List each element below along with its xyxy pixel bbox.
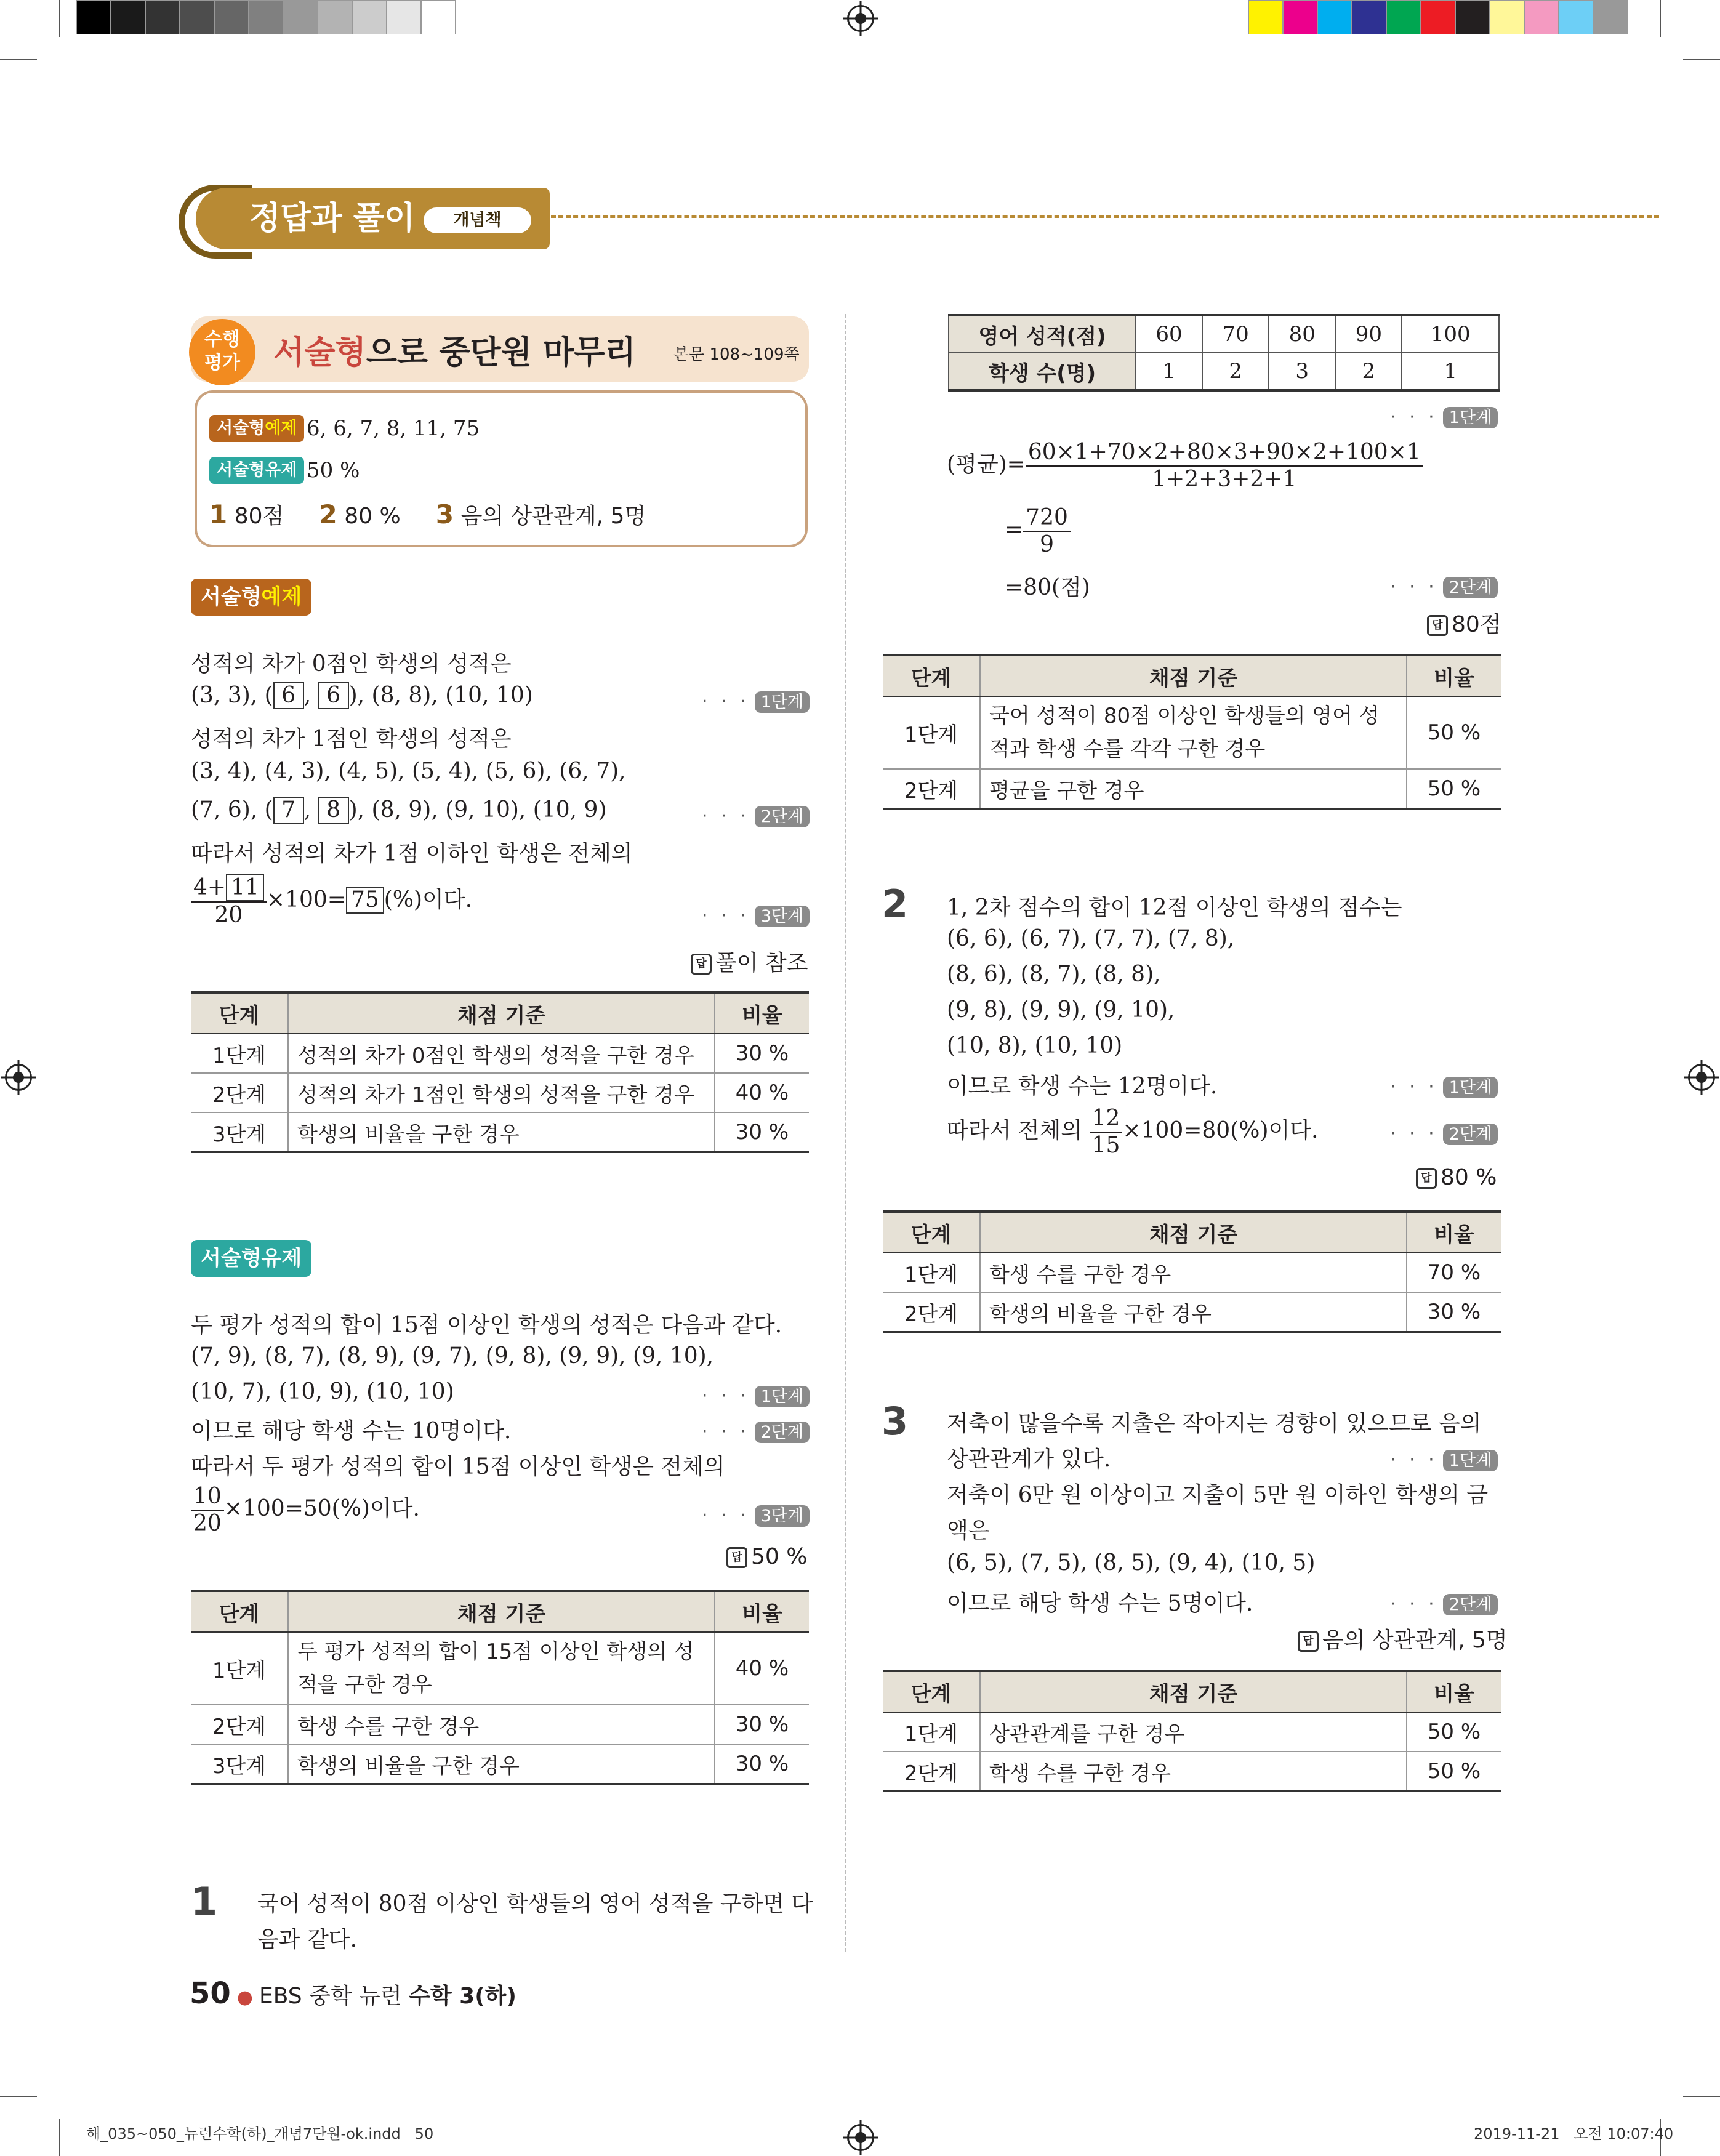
table-row: 1단계 학생 수를 구한 경우 70 % xyxy=(883,1253,1501,1292)
answer-mark-icon: 답 xyxy=(1416,1168,1437,1189)
grading-table-problem-2: 단계 채점 기준 비율 1단계 학생 수를 구한 경우 70 % 2단계 학생의 비율을 구한 경우 30 % xyxy=(883,1210,1501,1333)
color-swatch xyxy=(249,0,283,34)
crop-mark xyxy=(1660,0,1661,37)
problem-2-line-2: (6, 6), (6, 7), (7, 7), (7, 8), xyxy=(947,926,1235,951)
tag-practice: 서술형유제 xyxy=(209,457,304,484)
step-1-label: · · · 1단계 xyxy=(1390,1447,1498,1471)
practice-line-2: (7, 9), (8, 7), (8, 9), (9, 7), (9, 8), (9, 9), (9, 10), xyxy=(191,1343,714,1369)
tag-practice-heading: 서술형유제 xyxy=(191,1240,311,1277)
problem-2-line-1: 1, 2차 점수의 합이 12점 이상인 학생의 점수는 xyxy=(947,895,1402,920)
answer-practice: 50 % xyxy=(307,458,360,483)
table-row: 2단계 평균을 구한 경우 50 % xyxy=(883,769,1501,809)
color-swatch xyxy=(180,0,214,34)
answer-mark-icon: 답 xyxy=(1298,1631,1319,1652)
grading-table-problem-1: 단계 채점 기준 비율 1단계 국어 성적이 80점 이상인 학생들의 영어 성적과 학생 수를 각각 구한 경우 50 % 2단계 평균을 구한 경우 50 % xyxy=(883,654,1501,810)
color-swatch xyxy=(1248,0,1283,34)
example-line-1: 성적의 차가 0점인 학생의 성적은 xyxy=(191,651,512,677)
color-swatch xyxy=(76,0,111,34)
color-swatches xyxy=(1248,0,1628,36)
step-3-label: · · · 3단계 xyxy=(702,903,810,927)
answer-mark-icon: 답 xyxy=(726,1547,747,1568)
answer-mark-icon: 답 xyxy=(1427,615,1448,636)
column-divider xyxy=(845,314,846,1952)
problem-2-line-5: (10, 8), (10, 10) xyxy=(947,1033,1123,1058)
example-line-2: (3, 3), ( 6 , 6 ), (8, 8), (10, 10) xyxy=(191,683,533,708)
color-swatch xyxy=(145,0,180,34)
color-swatch xyxy=(352,0,387,34)
page-title: 정답과 풀이 xyxy=(249,200,416,237)
color-swatch xyxy=(1283,0,1317,34)
table-row: 1단계 국어 성적이 80점 이상인 학생들의 영어 성적과 학생 수를 각각 구한 경우 50 % xyxy=(883,696,1501,769)
example-fraction-line: $\frac{4+ 11}{20}$ ×100= 75 (%)이다. xyxy=(191,874,472,928)
header-pill: 개념책 xyxy=(424,207,531,233)
registration-mark-icon xyxy=(847,2124,874,2151)
step-1-label: · · · 1단계 xyxy=(702,1383,810,1407)
problem-1-line-1: 국어 성적이 80점 이상인 학생들의 영어 성적을 구하면 다 xyxy=(257,1891,813,1917)
table-row: 1단계 두 평가 성적의 합이 15점 이상인 학생의 성적을 구한 경우 40 % xyxy=(191,1632,809,1705)
practice-answer: 답 50 % xyxy=(726,1544,807,1569)
example-line-6: 따라서 성적의 차가 1점 이하인 학생은 전체의 xyxy=(191,841,633,866)
crop-mark xyxy=(59,0,60,37)
grading-table-practice: 단계 채점 기준 비율 1단계 두 평가 성적의 합이 15점 이상인 학생의 성적을 구한 경우 40 % 2단계 학생 수를 구한 경우 30 % 3단계 학생의 비율을 구한 경우 30 % xyxy=(191,1590,809,1785)
problem-3-line-6: 이므로 해당 학생 수는 5명이다. xyxy=(947,1591,1253,1616)
table-row: 2단계 학생 수를 구한 경우 30 % xyxy=(191,1705,809,1744)
color-swatch xyxy=(1490,0,1524,34)
gray-swatches xyxy=(76,0,456,36)
section-badge: 수행 평가 xyxy=(189,319,255,385)
english-score-table: 영어 성적(점) 60 70 80 90 100 학생 수(명) 1 2 3 2 1 xyxy=(948,314,1500,392)
page-number: 50 xyxy=(190,1976,231,2011)
problem-3-answer: 답 음의 상관관계, 5명 xyxy=(1298,1623,1508,1654)
page-footer: 50 ● EBS 중학 뉴런 수학 3(하) xyxy=(190,1976,516,2011)
problem-3-line-5: (6, 5), (7, 5), (8, 5), (9, 4), (10, 5) xyxy=(947,1550,1316,1575)
table-row: 1단계 성적의 차가 0점인 학생의 성적을 구한 경우 30 % xyxy=(191,1034,809,1073)
color-swatch xyxy=(214,0,249,34)
problem-3-line-2: 상관관계가 있다. xyxy=(947,1447,1111,1472)
problem-2-line-4: (9, 8), (9, 9), (9, 10), xyxy=(947,997,1175,1023)
table-row: 1단계 상관관계를 구한 경우 50 % xyxy=(883,1712,1501,1752)
tag-example: 서술형예제 xyxy=(209,415,304,442)
problem-2-line-3: (8, 6), (8, 7), (8, 8), xyxy=(947,962,1161,987)
problem-3-line-3: 저축이 6만 원 이상이고 지출이 5만 원 이하인 학생의 금 xyxy=(947,1482,1489,1508)
color-swatch xyxy=(1317,0,1352,34)
step-2-label: · · · 2단계 xyxy=(1390,574,1498,598)
color-swatch xyxy=(1455,0,1490,34)
problem-1-number: 1 xyxy=(191,1879,218,1924)
average-calc-line-1: (평균)= $\frac{60\times 1+70\times 2+80\times 3+90\times 2+100\times 1}{1+2+3+2+1}$ xyxy=(947,440,1423,493)
example-line-4: (3, 4), (4, 3), (4, 5), (5, 4), (5, 6), (6, 7), xyxy=(191,758,626,784)
step-2-label: · · · 2단계 xyxy=(702,1418,810,1442)
practice-line-3: (10, 7), (10, 9), (10, 10) xyxy=(191,1379,454,1404)
color-swatch xyxy=(1352,0,1386,34)
step-2-label: · · · 2단계 xyxy=(702,803,810,827)
section-page-ref: 본문 108~109쪽 xyxy=(673,345,800,364)
step-2-label: · · · 2단계 xyxy=(1390,1120,1498,1144)
color-swatch xyxy=(387,0,421,34)
average-calc-line-2: = $\frac{720}{9}$ xyxy=(1005,505,1071,558)
slug-file: 해_035~050_뉴런수학(하)_개념7단원-ok.indd 50 xyxy=(86,2125,434,2142)
table-row: 2단계 학생 수를 구한 경우 50 % xyxy=(883,1752,1501,1792)
problem-3-line-4: 액은 xyxy=(947,1518,990,1543)
step-2-label: · · · 2단계 xyxy=(1390,1591,1498,1615)
problem-3-line-1: 저축이 많을수록 지출은 작아지는 경향이 있으므로 음의 xyxy=(947,1411,1482,1436)
answer-example: 6, 6, 7, 8, 11, 75 xyxy=(307,416,480,441)
answer-mark-icon: 답 xyxy=(691,954,712,975)
example-line-3: 성적의 차가 1점인 학생의 성적은 xyxy=(191,726,512,752)
table-row: 2단계 성적의 차가 1점인 학생의 성적을 구한 경우 40 % xyxy=(191,1073,809,1112)
problem-3-number: 3 xyxy=(882,1399,909,1444)
table-row: 3단계 학생의 비율을 구한 경우 30 % xyxy=(191,1744,809,1784)
color-swatch xyxy=(111,0,145,34)
color-swatch xyxy=(318,0,352,34)
table-row: 3단계 학생의 비율을 구한 경우 30 % xyxy=(191,1112,809,1152)
step-1-label: · · · 1단계 xyxy=(1390,404,1498,428)
problem-1-answer: 답 80점 xyxy=(1427,607,1501,638)
problem-1-line-2: 음과 같다. xyxy=(257,1927,357,1952)
color-swatch xyxy=(421,0,456,34)
registration-mark-icon xyxy=(5,1064,32,1091)
header-divider xyxy=(551,215,1659,218)
practice-line-1: 두 평가 성적의 합이 15점 이상인 학생의 성적은 다음과 같다. xyxy=(191,1313,782,1338)
answer-items: 1 80점 2 80 % 3 음의 상관관계, 5명 xyxy=(209,499,646,529)
crop-mark xyxy=(0,2096,37,2097)
grading-table-example: 단계 채점 기준 비율 1단계 성적의 차가 0점인 학생의 성적을 구한 경우 30 % 2단계 성적의 차가 1점인 학생의 성적을 구한 경우 40 % 3단계 학생의 비율을 구한 경우 30 % xyxy=(191,991,809,1153)
color-swatch xyxy=(1559,0,1593,34)
table-row: 2단계 학생의 비율을 구한 경우 30 % xyxy=(883,1292,1501,1332)
color-swatch xyxy=(1593,0,1628,34)
problem-2-line-6: 이므로 학생 수는 12명이다. xyxy=(947,1074,1218,1099)
grading-table-problem-3: 단계 채점 기준 비율 1단계 상관관계를 구한 경우 50 % 2단계 학생 수를 구한 경우 50 % xyxy=(883,1670,1501,1792)
practice-line-5: 따라서 두 평가 성적의 합이 15점 이상인 학생은 전체의 xyxy=(191,1454,725,1479)
step-1-label: · · · 1단계 xyxy=(702,688,810,712)
step-3-label: · · · 3단계 xyxy=(702,1502,810,1526)
practice-fraction-line: $\frac{10}{20}$ ×100=50(%)이다. xyxy=(191,1484,420,1537)
problem-2-answer: 답 80 % xyxy=(1416,1165,1497,1190)
color-swatch xyxy=(1421,0,1455,34)
example-answer: 답 풀이 참조 xyxy=(691,946,808,977)
bullet-icon: ● xyxy=(236,1987,253,2008)
problem-2-number: 2 xyxy=(882,882,909,927)
crop-mark xyxy=(59,2119,60,2156)
average-calc-line-3: =80(점) xyxy=(1005,575,1090,600)
color-swatch xyxy=(283,0,318,34)
crop-mark xyxy=(1683,59,1720,60)
color-swatch xyxy=(1524,0,1559,34)
section-title: 서술형으로 중단원 마무리 xyxy=(273,334,636,371)
slug-timestamp: 2019-11-21 오전 10:07:40 xyxy=(1474,2125,1674,2142)
practice-line-4: 이므로 해당 학생 수는 10명이다. xyxy=(191,1418,512,1444)
problem-2-line-7: 따라서 전체의 $\frac{12}{15}$ ×100=80(%)이다. xyxy=(947,1106,1319,1158)
tag-example-heading: 서술형예제 xyxy=(191,579,311,616)
registration-mark-icon xyxy=(847,5,874,32)
crop-mark xyxy=(0,59,37,60)
color-swatch xyxy=(1386,0,1421,34)
crop-mark xyxy=(1683,2096,1720,2097)
registration-mark-icon xyxy=(1688,1064,1715,1091)
example-line-5: (7, 6), ( 7 , 8 ), (8, 9), (9, 10), (10, 9) xyxy=(191,797,607,823)
step-1-label: · · · 1단계 xyxy=(1390,1074,1498,1098)
